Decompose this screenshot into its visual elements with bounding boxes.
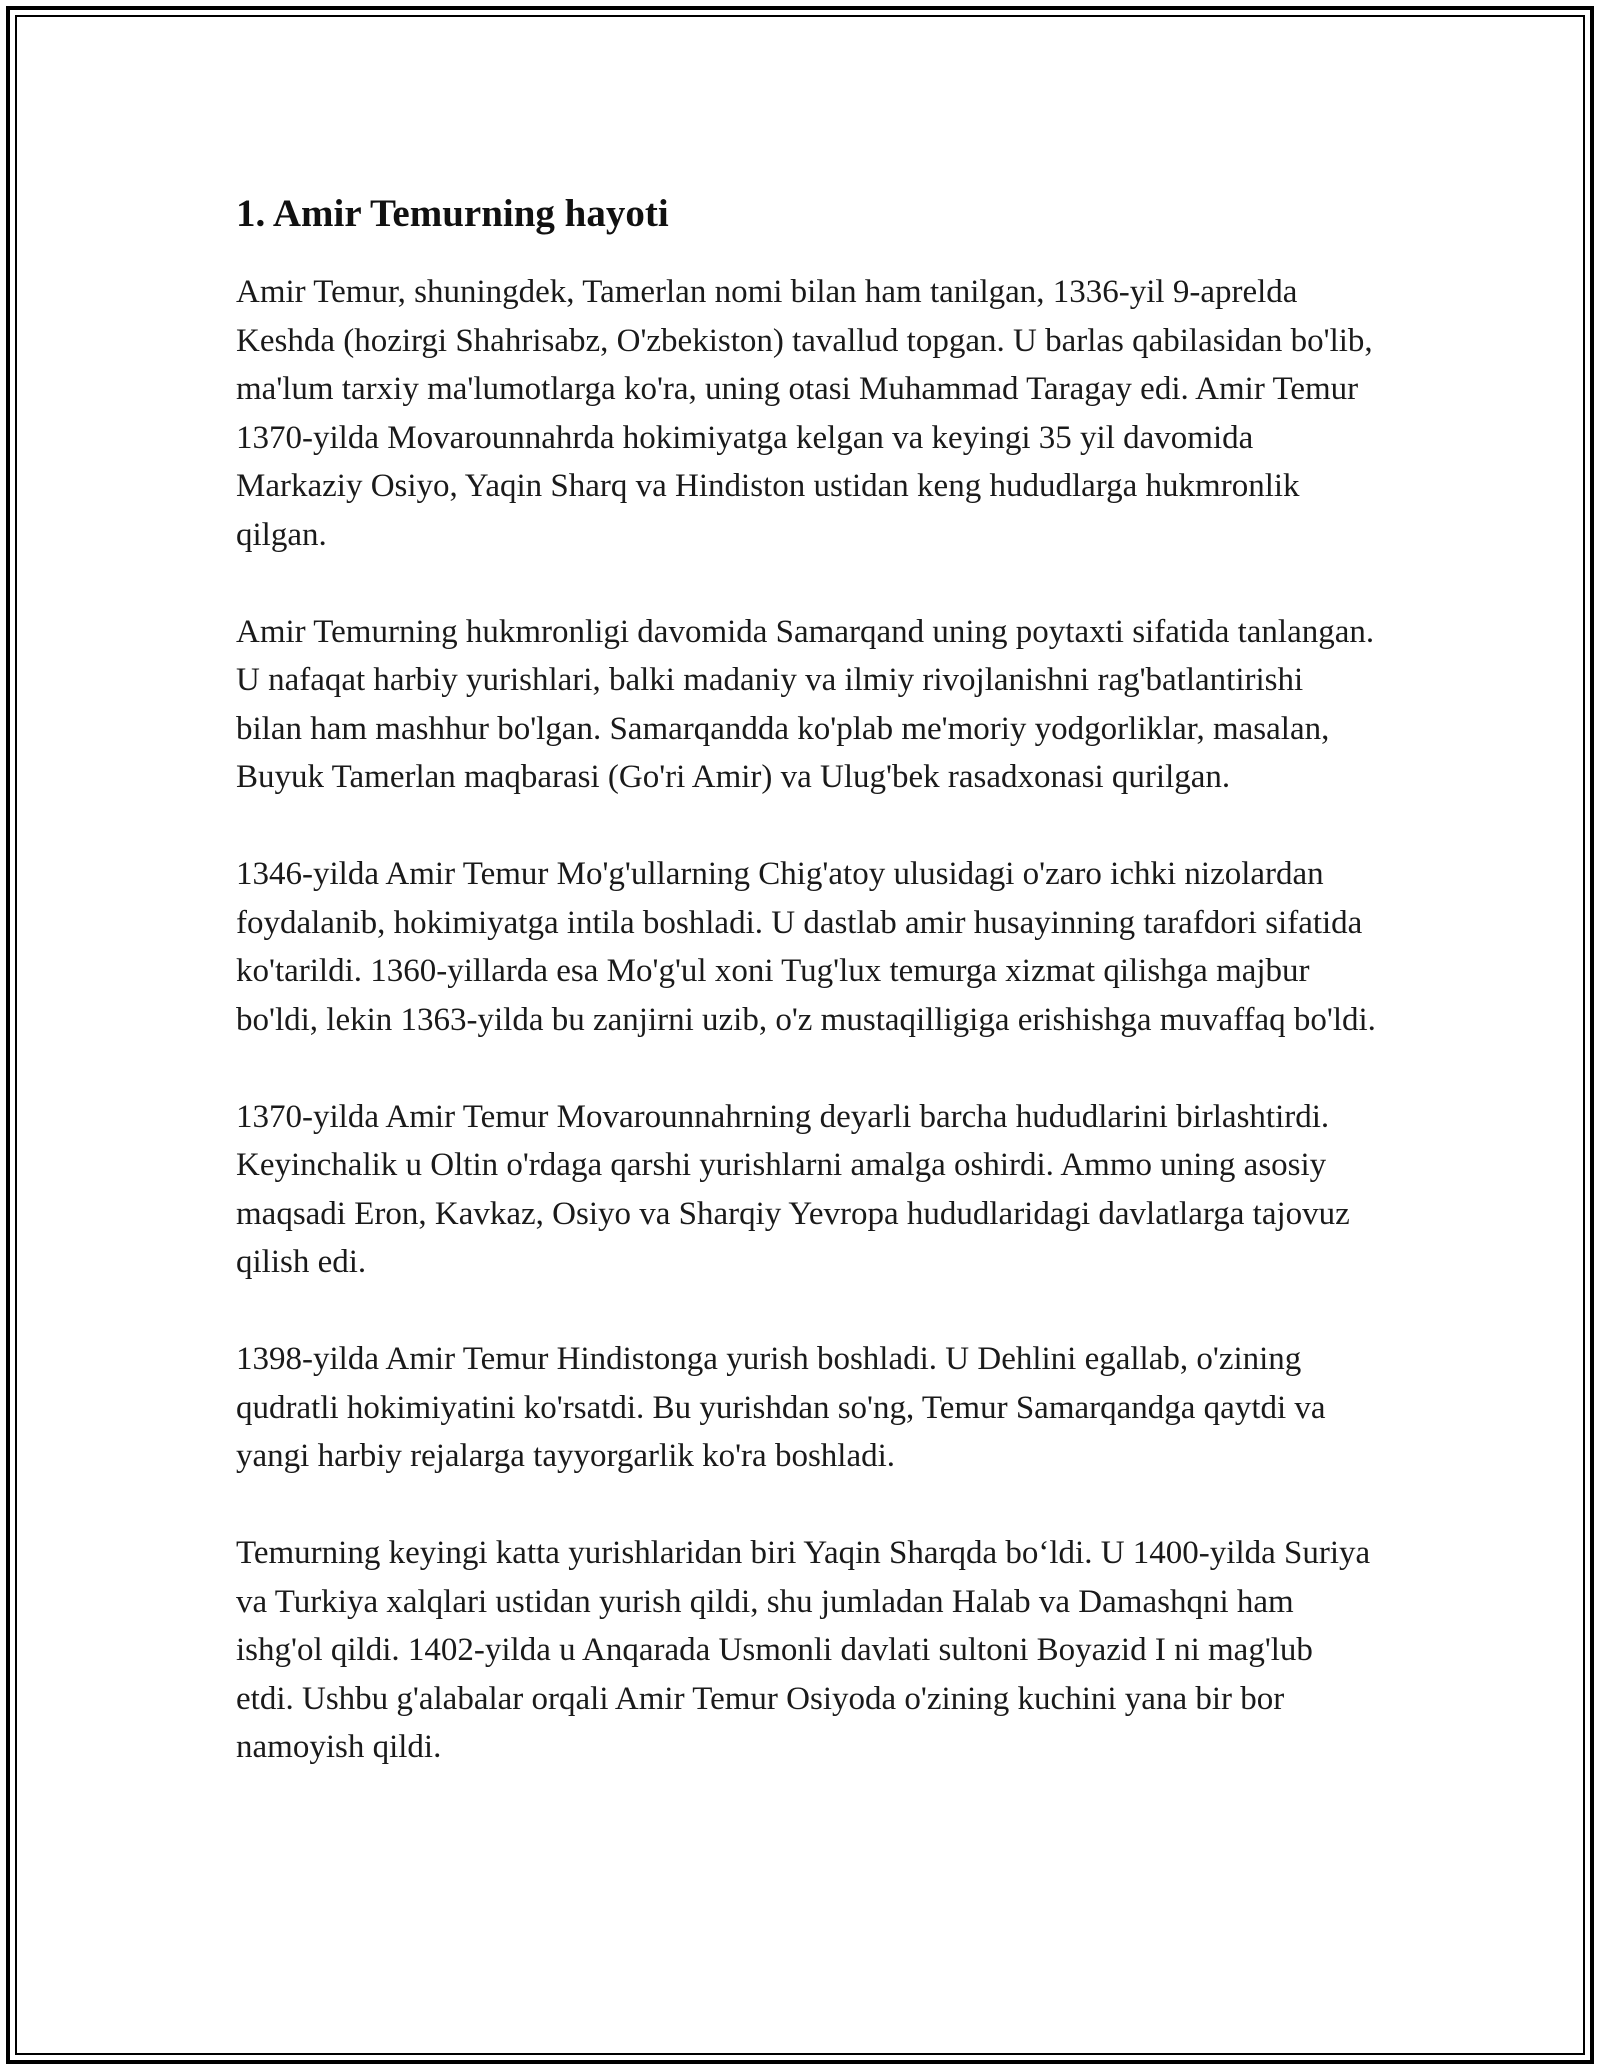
paragraph-samarkand-capital: Amir Temurning hukmronligi davomida Samarqand uning poytaxti sifatida tanlangan. U nafaqat harbiy yurishlari, balki madaniy va ilmiy rivojlanishni rag'batlantirishi bilan ham mashhur bo'lgan. Samarqandda ko'plab me'moriy yodgorliklar, masalan, Buyuk Tamerlan maqbarasi (Go'ri Amir) va Ulug'bek rasadxonasi qurilgan. — [236, 613, 1375, 795]
paragraph-near-east-campaign: Temurning keyingi katta yurishlaridan biri Yaqin Sharqda bo‘ldi. U 1400-yilda Suriya va Turkiya xalqlari ustidan yurish qildi, shu jumladan Halab va Damashqni ham ishg'ol qildi. 1402-yilda u Anqarada Usmonli davlati sultoni Boyazid I ni mag'lub etdi. Ushbu g'alabalar orqali Amir Temur Osiyoda o'zining kuchini yana bir bor namoyish qildi. — [236, 1535, 1371, 1765]
paragraph-early-struggle: 1346-yilda Amir Temur Mo'g'ullarning Chig'atoy ulusidagi o'zaro ichki nizolardan foydalanib, hokimiyatga intila boshladi. U dastlab amir husayinning tarafdori sifatida ko'tarildi. 1360-yillarda esa Mo'g'ul xoni Tug'lux temurga xizmat qilishga majbur bo'ldi, lekin 1363-yilda bu zanjirni uzib, o'z mustaqilligiga erishishga muvaffaq bo'ldi. — [236, 856, 1376, 1038]
paragraph-india-campaign: 1398-yilda Amir Temur Hindistonga yurish boshladi. U Dehlini egallab, o'zining qudratli hokimiyatini ko'rsatdi. Bu yurishdan so'ng, Temur Samarqandga qaytdi va yangi harbiy rejalarga tayyorgarlik ko'ra boshladi. — [236, 1341, 1326, 1474]
paragraph-unification: 1370-yilda Amir Temur Movarounnahrning deyarli barcha hududlarini birlashtirdi. Keyinchalik u Oltin o'rdaga qarshi yurishlarni amalga oshirdi. Ammo uning asosiy maqsadi Eron, Kavkaz, Osiyo va Sharqiy Yevropa hududlaridagi davlatlarga tajovuz qilish edi. — [236, 1098, 1350, 1280]
document-content — [236, 186, 1376, 1772]
paragraph-birth-and-rise: Amir Temur, shuningdek, Tamerlan nomi bilan ham tanilgan, 1336-yil 9-aprelda Keshda (hozirgi Shahrisabz, O'zbekiston) tavallud topgan. U barlas qabilasidan bo'lib, ma'lum tarxiy ma'lumotlarga ko'ra, uning otasi Muhammad Taragay edi. Amir Temur 1370-yilda Movarounnahrda hokimiyatga kelgan va keyingi 35 yil davomida Markaziy Osiyo, Yaqin Sharq va Hindiston ustidan keng hududlarga hukmronlik qilgan. — [236, 274, 1373, 553]
section-heading: 1. Amir Temurning hayoti — [236, 192, 669, 235]
